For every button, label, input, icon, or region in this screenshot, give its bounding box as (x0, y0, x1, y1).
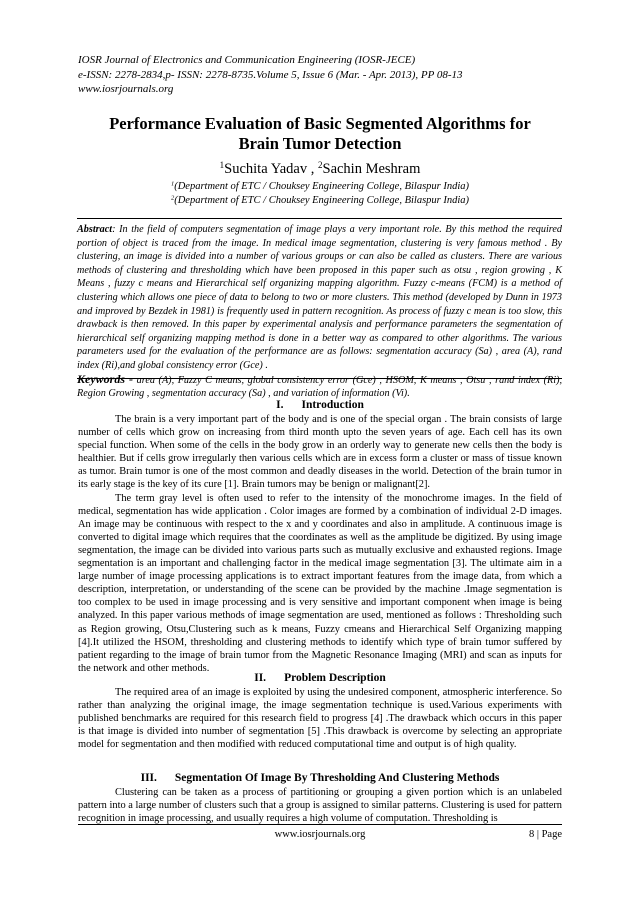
section-number: II. (254, 672, 267, 684)
section-heading-introduction (78, 398, 562, 412)
abstract (77, 223, 562, 373)
abstract-block (77, 218, 563, 400)
section-title: Segmentation Of Image By Thresholding And Clustering Methods (174, 772, 500, 784)
keywords-text: area (A), Fuzzy C means, global consistency error (Gce) , HSOM, K means , Otsu , rand index (Ri), Region Growing , segmentation accuracy (Sa) , and variation of information (Vi). (77, 374, 563, 400)
paper-title-line2: Brain Tumor Detection (238, 134, 402, 153)
section-heading-segmentation (78, 771, 562, 785)
section-number: I. (276, 399, 284, 411)
keywords (77, 373, 562, 401)
paragraph: The brain is a very important part of the body and is one of the special organ . The brain consists of large number of cells which grow on increasing from third month upto the seven years of age. Each cell has its own special function. When some of the cells in the body grow in an orderly way to generate new cells then the body is healthier. But if cells grow irregularly then various cells which are in excess form a cluster or mass of tissue known as tumor. Brain tumor is one of the most common and deadly diseases in the world. Detection of the brain tumor in its early stage is the key of its cure [1]. Brain tumors may be benign or malignant[2]. (78, 414, 562, 491)
paper-title (78, 114, 562, 154)
section-body-problem-description (78, 686, 562, 751)
keywords-label: Keywords - (77, 371, 134, 386)
affiliations (78, 180, 562, 208)
author1-marker: 1 (219, 160, 225, 171)
author2-name: Sachin Meshram (322, 161, 421, 177)
page-number: 8 | Page (528, 829, 562, 840)
affiliation-2-text: (Department of ETC / Chouksey Engineering College, Bilaspur India) (174, 195, 470, 206)
affiliation-1-text: (Department of ETC / Chouksey Engineering College, Bilaspur India) (174, 181, 470, 192)
footer-divider (78, 824, 562, 825)
affiliation-1 (78, 180, 562, 194)
section-number: III. (140, 772, 157, 784)
section-heading-problem-description (78, 671, 562, 685)
section-body-segmentation (78, 786, 562, 825)
journal-issn: e-ISSN: 2278-2834,p- ISSN: 2278-8735.Volume 5, Issue 6 (Mar. - Apr. 2013), PP 08-13 (78, 68, 463, 81)
affiliation-1-marker: 1 (170, 180, 175, 188)
affiliation-2-marker: 2 (170, 194, 175, 202)
paragraph: The term gray level is often used to refer to the intensity of the monochrome images. In the field of medical, segmentation has wide application . Color images are formed by a combination of individual 2-D images. An image may be continuous with respect to the x and y coordinates and also in amplitude. A continuous image is converted to digital image which requires that the coordinates as well as the amplitude be digitized. By using image segmentation, the image can be divided into various parts such as mutually exclusive and exhausted regions. Image segmentation is an important and challenging factor in the medical image segmentation [3]. The ultimate aim in a large number of image processing applications is to extract important features from the image data, from which a description, interpretation, or understanding of the scene can be provided by the machine .Image segmentation is too complex to be used in image processing and is very sensitive and important component when image is being analyzed. In this paper various methods of image segmentation are used, mentioned as follows : Thresholding such as Region growing, Otsu,Clustering such as k means, Fuzzy cmeans and Hierarchical Self Organizing mapping [4].It utilized the HSOM, thresholding and clustering methods to identify which type of brain tumor suffered by patient regarding to the image of brain tumor from the Magnetic Resonance Imaging (MRI) and scan as inputs for the network and other methods. (78, 492, 562, 674)
journal-name: IOSR Journal of Electronics and Communication Engineering (IOSR-JECE) (78, 54, 416, 66)
author2-marker: 2 (318, 160, 323, 171)
author1-name: Suchita Yadav (224, 161, 308, 177)
section-title: Problem Description (284, 672, 386, 684)
paragraph: Clustering can be taken as a process of partitioning or grouping a given portion which is an unlabeled pattern into a large number of clusters such that a group is assigned to similar patterns. Clustering is used for pattern recognition in image processing, and usually requires a high volume of computation. Thresholding is (78, 787, 562, 825)
footer-website: www.iosrjournals.org (274, 829, 366, 840)
author-list (78, 160, 562, 178)
affiliation-2 (78, 194, 562, 208)
abstract-label: Abstract (77, 224, 113, 235)
section-body-introduction (78, 413, 562, 675)
paper-title-line1: Performance Evaluation of Basic Segmented Algorithms for (109, 114, 531, 133)
paragraph: The required area of an image is exploited by using the undesired component, atmospheric interference. So rather than analyzing the original image, the image segmentation technique is used.Various experiments with published benchmarks are required for this research field to progress [4] .The drawback which occurs in this paper is that image is divided into number of segmentation [5] .This drawback is overcome by selecting an appropriate model for segmentation and then modified with reduced computational time and output is of high quality. (78, 687, 562, 751)
journal-website: www.iosrjournals.org (78, 83, 174, 95)
abstract-text: : In the field of computers segmentation of image plays a very important role. By this method the required portion of object is traced from the image. In medical image segmentation, clustering is very famous method . By clustering, an image is divided into a number of various groups or can also be called as clusters. There are various methods of clustering and thresholding which have been proposed in this paper such as otsu , region growing , K Means , fuzzy c means and Hierarchical self organizing mapping algorithm. Fuzzy c-means (FCM) is a method of clustering which allows one piece of data to belong to two or more clusters. This method (developed by Dunn in 1973 and improved by Bezdek in 1981) is frequently used in pattern recognition. As process of fuzzy c mean is too slow, this drawback is then removed. In this paper by experimental analysis and performance parameters the segmentation of hierarchical self organizing mapping method is done in a better way as compared to other algorithms. The various parameters used for the evaluation of the performance are as follows: segmentation accuracy (Sa) , area (A), rand index (Ri),and global consistency error (Gce) . (77, 224, 562, 371)
section-title: Introduction (301, 399, 364, 411)
author-separator: , (307, 161, 315, 177)
journal-header (78, 53, 578, 97)
